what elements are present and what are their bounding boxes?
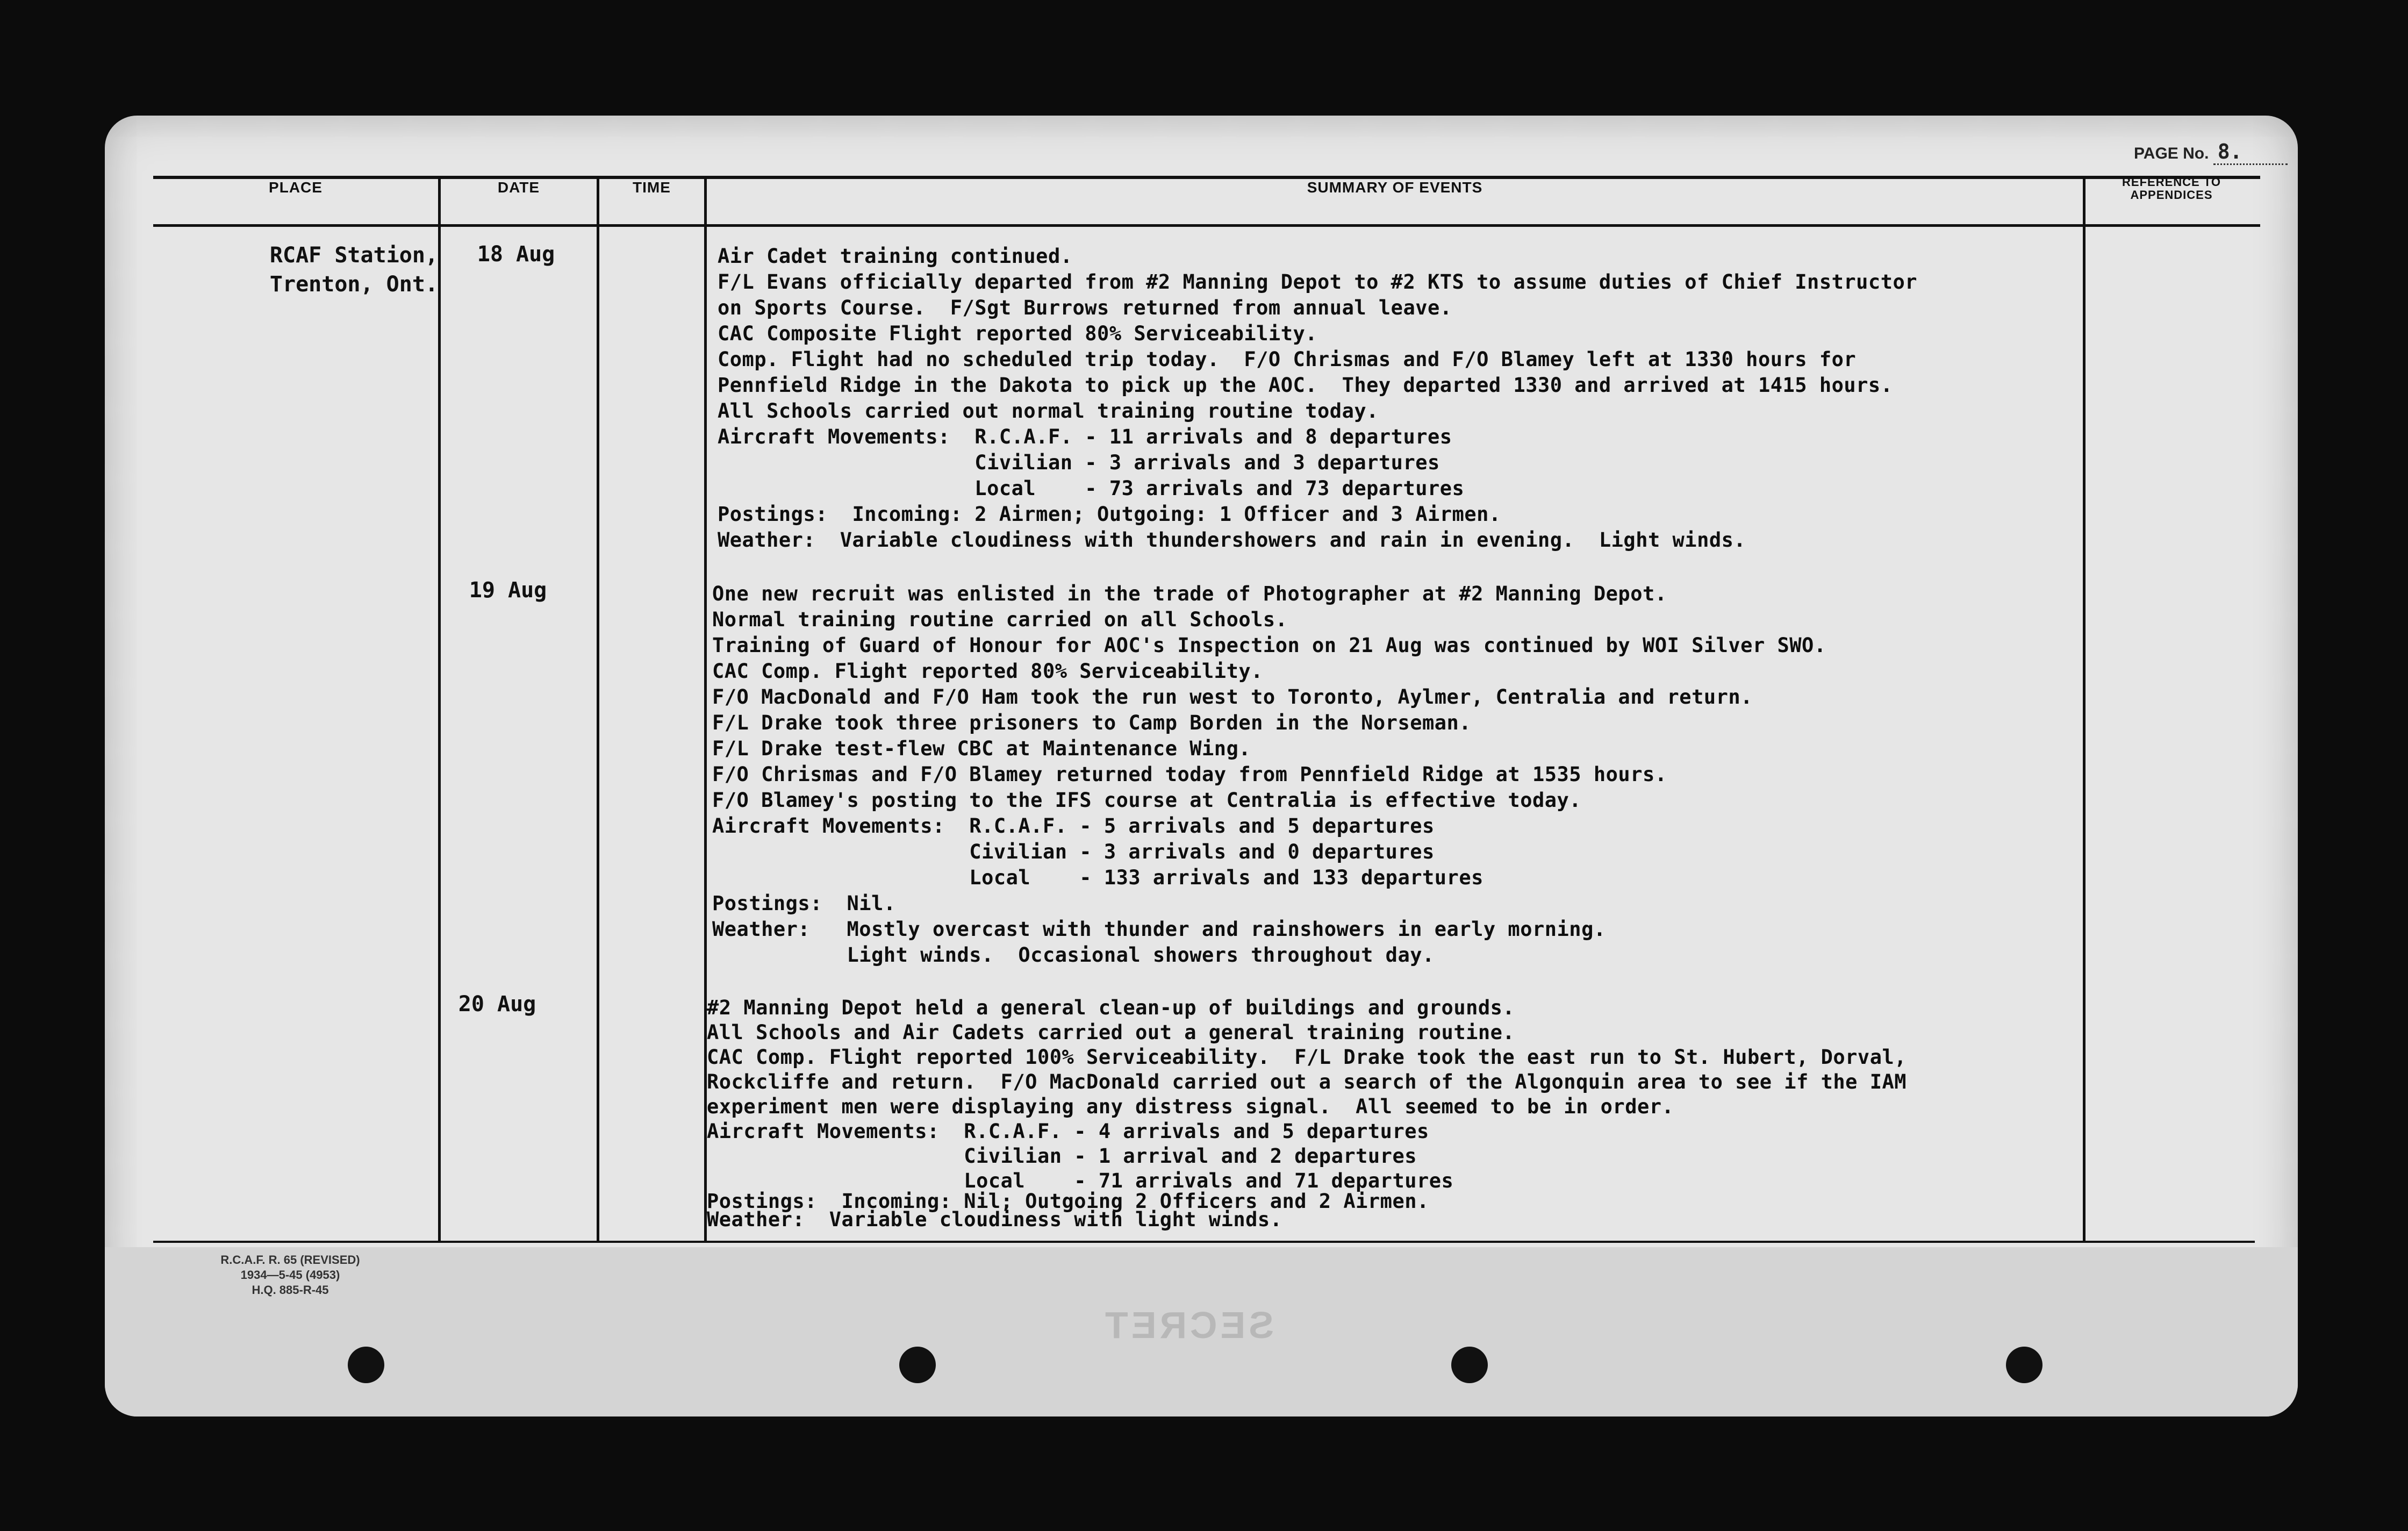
punch-hole [1451, 1347, 1488, 1383]
header-place: PLACE [269, 179, 322, 196]
date-aug20: 20 Aug [458, 992, 536, 1017]
summary-line: Pennfield Ridge in the Dakota to pick up the AOC. They departed 1330 and arrived at 1415 hours. [718, 374, 1893, 397]
summary-line: Weather: Variable cloudiness with thundershowers and rain in evening. Light winds. [718, 528, 1746, 552]
summary-line: F/O Chrismas and F/O Blamey returned today from Pennfield Ridge at 1535 hours. [712, 763, 1667, 786]
summary-line: All Schools carried out normal training routine today. [718, 399, 1379, 423]
summary-line: F/O Blamey's posting to the IFS course at Centralia is effective today. [712, 789, 1582, 812]
summary-line: Local - 133 arrivals and 133 departures [712, 866, 1484, 889]
header-reference-line1: REFERENCE TO [2122, 175, 2221, 189]
summary-line: F/L Drake test-flew CBC at Maintenance Wing. [712, 737, 1251, 760]
header-bottom-rule [153, 224, 2260, 227]
summary-line: Postings: Incoming: 2 Airmen; Outgoing: 1 Officer and 3 Airmen. [718, 503, 1501, 526]
summary-line: Civilian - 3 arrivals and 3 departures [718, 451, 1440, 474]
punch-hole [899, 1347, 936, 1383]
secret-stamp-bleedthrough: SECRET [1102, 1304, 1274, 1346]
summary-line: experiment men were displaying any distress signal. All seemed to be in order. [707, 1095, 1674, 1118]
summary-line: CAC Composite Flight reported 80% Serviceability. [718, 322, 1318, 345]
summary-line: #2 Manning Depot held a general clean-up of buildings and grounds. [707, 996, 1515, 1019]
form-id-line3: H.Q. 885-R-45 [252, 1283, 329, 1297]
summary-line: on Sports Course. F/Sgt Burrows returned from annual leave. [718, 296, 1452, 319]
footer-rule [153, 1241, 2255, 1243]
summary-line: All Schools and Air Cadets carried out a general training routine. [707, 1021, 1515, 1044]
summary-line: Rockcliffe and return. F/O MacDonald carried out a search of the Algonquin area to see if the IAM [707, 1070, 1907, 1093]
summary-line: Local - 73 arrivals and 73 departures [718, 477, 1465, 500]
column-rule-date [597, 176, 599, 1243]
column-rule-summary [2083, 176, 2086, 1243]
summary-line: One new recruit was enlisted in the trade of Photographer at #2 Manning Depot. [712, 582, 1667, 605]
punch-hole [348, 1347, 384, 1383]
summary-line: Aircraft Movements: R.C.A.F. - 4 arrivals and 5 departures [707, 1120, 1429, 1143]
page-number [2134, 140, 2288, 165]
summary-line: Light winds. Occasional showers throughout day. [712, 943, 1435, 967]
header-reference [2086, 176, 2258, 202]
form-id-line1: R.C.A.F. R. 65 (REVISED) [220, 1253, 360, 1267]
document-sheet [105, 116, 2298, 1416]
summary-line: F/L Drake took three prisoners to Camp Borden in the Norseman. [712, 711, 1472, 734]
summary-line: CAC Comp. Flight reported 80% Serviceability. [712, 660, 1263, 683]
summary-line: Weather: Mostly overcast with thunder and rainshowers in early morning. [712, 918, 1606, 941]
column-rule-place [438, 176, 441, 1243]
page-number-label: PAGE No. [2134, 145, 2209, 162]
summary-line: Civilian - 3 arrivals and 0 departures [712, 840, 1435, 863]
summary-line: Weather: Variable cloudiness with light winds. [707, 1208, 1282, 1231]
date-aug19: 19 Aug [469, 578, 547, 603]
form-id-line2: 1934—5-45 (4953) [240, 1268, 340, 1282]
summary-line: Aircraft Movements: R.C.A.F. - 5 arrivals and 5 departures [712, 814, 1435, 838]
header-summary: SUMMARY OF EVENTS [1307, 179, 1483, 196]
place-line1: RCAF Station, [269, 243, 438, 268]
summary-line: Postings: Incoming: Nil; Outgoing 2 Officers and 2 Airmen. [707, 1190, 1429, 1213]
place-cell [126, 241, 438, 299]
header-date: DATE [497, 179, 540, 196]
header-time: TIME [633, 179, 671, 196]
summary-line: CAC Comp. Flight reported 100% Serviceability. F/L Drake took the east run to St. Hubert, Dorval, [707, 1046, 1907, 1069]
summary-line: Comp. Flight had no scheduled trip today. F/O Chrismas and F/O Blamey left at 1330 hours for [718, 348, 1857, 371]
form-identifier [156, 1253, 425, 1298]
summary-line: Training of Guard of Honour for AOC's Inspection on 21 Aug was continued by WOI Silver SWO. [712, 634, 1826, 657]
summary-line: Normal training routine carried on all Schools. [712, 608, 1288, 631]
summary-line: Aircraft Movements: R.C.A.F. - 11 arrivals and 8 departures [718, 425, 1452, 448]
summary-line: Civilian - 1 arrival and 2 departures [707, 1144, 1417, 1168]
header-reference-line2: APPENDICES [2130, 188, 2213, 202]
punch-hole [2006, 1347, 2042, 1383]
summary-line: F/O MacDonald and F/O Ham took the run west to Toronto, Aylmer, Centralia and return. [712, 685, 1753, 709]
summary-line: Air Cadet training continued. [718, 245, 1073, 268]
place-line2: Trenton, Ont. [269, 272, 438, 297]
page-number-value: 8. [2213, 140, 2288, 165]
summary-line: F/L Evans officially departed from #2 Manning Depot to #2 KTS to assume duties of Chief Instructor [718, 270, 1918, 294]
summary-line: Postings: Nil. [712, 892, 896, 915]
summary-line: Local - 71 arrivals and 71 departures [707, 1169, 1454, 1192]
date-aug18: 18 Aug [477, 242, 555, 267]
